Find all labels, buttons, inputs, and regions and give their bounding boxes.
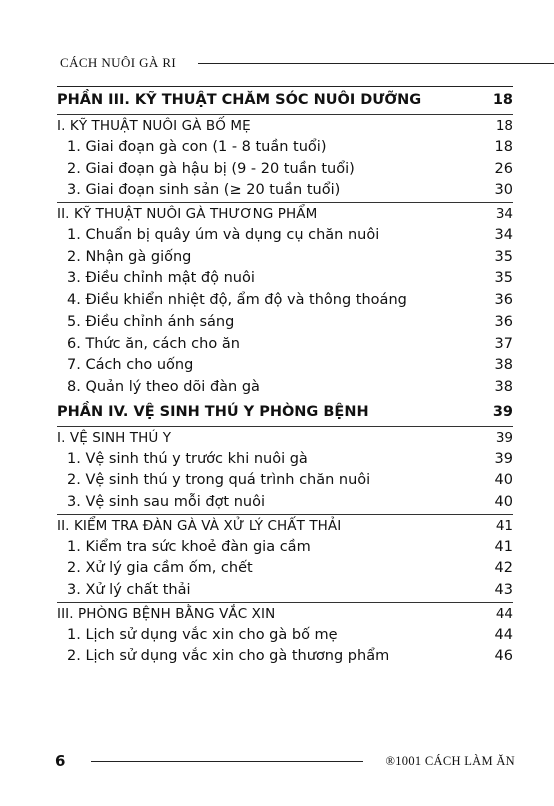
toc-entry-page: 39 [492, 403, 513, 420]
toc-entry-title: 2. Lịch sử dụng vắc xin cho gà thương phẩm [67, 648, 390, 665]
toc-entry-title: 1. Giai đoạn gà con (1 - 8 tuần tuổi) [67, 139, 327, 155]
toc-entry-page: 43 [494, 582, 513, 598]
page-number: 6 [55, 752, 66, 770]
toc-entry-page: 35 [494, 270, 513, 287]
toc-subsection [57, 202, 513, 225]
toc-item [57, 625, 513, 647]
toc-entry-page: 18 [492, 92, 513, 108]
toc-subsection [57, 426, 513, 449]
toc-entry-title: 1. Lịch sử dụng vắc xin cho gà bố mẹ [67, 626, 338, 643]
toc-entry-title: PHẦN IV. VỆ SINH THÚ Y PHÒNG BỆNH [57, 403, 369, 420]
toc-entry-title: I. KỸ THUẬT NUÔI GÀ BỐ MẸ [57, 118, 251, 134]
toc-item [57, 290, 513, 312]
toc-entry-page: 38 [494, 378, 513, 395]
toc-entry-page: 30 [494, 182, 513, 199]
toc-entry-title: III. PHÒNG BỆNH BẰNG VẮC XIN [57, 605, 276, 622]
toc-entry-page: 34 [495, 206, 513, 223]
running-header [60, 55, 554, 71]
toc-entry-page: 18 [494, 139, 513, 155]
toc-item [57, 492, 513, 514]
toc-entry-title: 2. Vệ sinh thú y trong quá trình chăn nuôi [67, 472, 371, 489]
toc-entry-title: 1. Chuẩn bị quây úm và dụng cụ chăn nuôi [67, 227, 380, 244]
toc-subsection [57, 514, 513, 537]
toc-item [57, 247, 513, 269]
toc-section [57, 399, 513, 426]
toc-item [57, 180, 513, 202]
toc-entry-page: 44 [494, 626, 513, 643]
toc-entry-page: 40 [494, 472, 513, 489]
toc-item [57, 137, 513, 159]
toc-entry-page: 18 [495, 118, 513, 134]
toc-item [57, 377, 513, 399]
toc-section [57, 86, 513, 114]
toc-entry-title: PHẦN III. KỸ THUẬT CHĂM SÓC NUÔI DƯỠNG [57, 92, 422, 108]
toc-entry-page: 34 [494, 227, 513, 244]
toc-entry-title: 3. Giai đoạn sinh sản (≥ 20 tuần tuổi) [67, 182, 341, 199]
toc-item [57, 646, 513, 668]
footer-rule [91, 761, 363, 762]
toc-entry-title: 8. Quản lý theo dõi đàn gà [67, 378, 260, 395]
toc-entry-page: 26 [494, 160, 513, 177]
toc-entry-page: 42 [494, 560, 513, 577]
toc-entry-page: 37 [494, 335, 513, 352]
toc-entry-title: 3. Vệ sinh sau mỗi đợt nuôi [67, 493, 265, 510]
toc-entry-title: 2. Giai đoạn gà hậu bị (9 - 20 tuần tuổi) [67, 160, 355, 177]
toc-subsection [57, 602, 513, 625]
toc-item [57, 537, 513, 559]
toc-item [57, 225, 513, 247]
toc-entry-title: 3. Xử lý chất thải [67, 582, 191, 598]
toc-entry-title: 6. Thức ăn, cách cho ăn [67, 335, 240, 352]
toc-item [57, 268, 513, 290]
toc-entry-title: 1. Kiểm tra sức khoẻ đàn gia cầm [67, 538, 311, 555]
toc-entry-page: 35 [494, 248, 513, 265]
toc-entry-title: 2. Xử lý gia cầm ốm, chết [67, 560, 253, 577]
book-title: CÁCH NUÔI GÀ RI [60, 55, 177, 70]
toc-entry-title: 5. Điều chỉnh ánh sáng [67, 313, 235, 330]
header-rule [198, 63, 554, 64]
toc-entry-page: 40 [494, 493, 513, 510]
toc-item [57, 312, 513, 334]
toc-item [57, 449, 513, 471]
toc-entry-title: 2. Nhận gà giống [67, 248, 192, 265]
toc-item [57, 159, 513, 181]
toc-subsection [57, 114, 513, 137]
toc-entry-title: II. KỸ THUẬT NUÔI GÀ THƯƠNG PHẨM [57, 206, 318, 223]
toc-entry-page: 36 [494, 313, 513, 330]
page-footer [55, 752, 515, 770]
toc-item [57, 355, 513, 377]
series-brand: ®1001 CÁCH LÀM ĂN [385, 753, 515, 768]
toc-entry-title: 4. Điều khiển nhiệt độ, ẩm độ và thông thoáng [67, 292, 407, 309]
table-of-contents [57, 86, 513, 668]
toc-entry-page: 36 [494, 292, 513, 309]
toc-entry-page: 46 [494, 648, 513, 665]
toc-item [57, 470, 513, 492]
toc-entry-page: 41 [495, 517, 513, 534]
toc-entry-title: 3. Điều chỉnh mật độ nuôi [67, 270, 255, 287]
toc-entry-title: I. VỆ SINH THÚ Y [57, 429, 172, 446]
toc-item [57, 580, 513, 602]
toc-item [57, 334, 513, 356]
toc-entry-page: 44 [495, 605, 513, 622]
toc-entry-page: 41 [494, 538, 513, 555]
toc-entry-page: 38 [494, 357, 513, 374]
toc-entry-title: II. KIỂM TRA ĐÀN GÀ VÀ XỬ LÝ CHẤT THẢI [57, 517, 342, 534]
toc-entry-title: 1. Vệ sinh thú y trước khi nuôi gà [67, 450, 308, 467]
toc-entry-title: 7. Cách cho uống [67, 357, 194, 374]
toc-entry-page: 39 [495, 429, 513, 446]
toc-item [57, 558, 513, 580]
toc-entry-page: 39 [494, 450, 513, 467]
